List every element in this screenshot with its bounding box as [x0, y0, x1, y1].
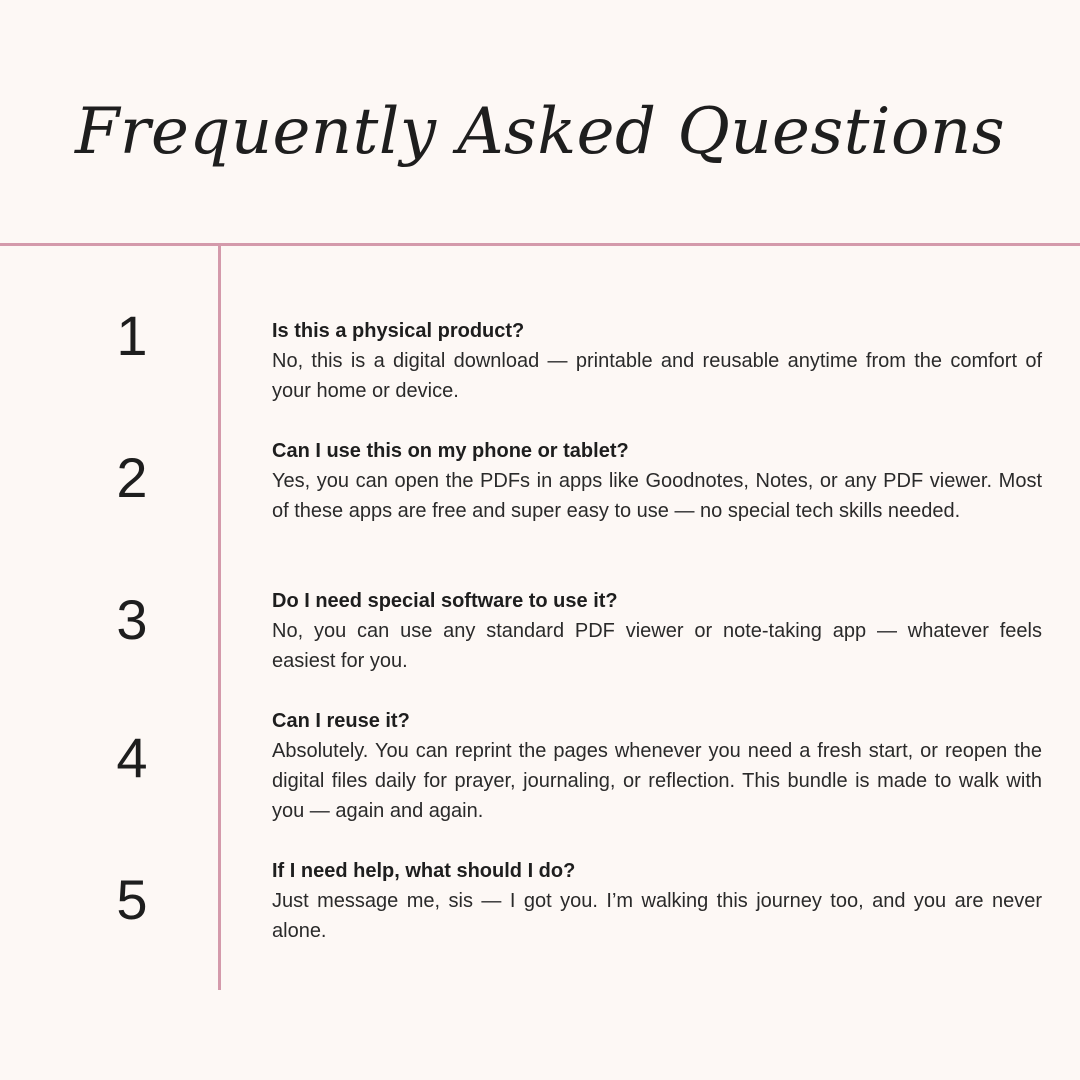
faq-answer-1: No, this is a digital download — printable and reusable anytime from the comfort of your home or device. — [272, 350, 1042, 402]
faq-number-5: 5 — [116, 868, 148, 931]
faq-number-3: 3 — [116, 588, 148, 651]
faq-answer-4: Absolutely. You can reprint the pages whenever you need a fresh start, or reopen the digital files daily for prayer, journaling, or reflection. This bundle is made to walk with you — again and again. — [272, 740, 1042, 822]
faq-question-3: Do I need special software to use it? — [272, 590, 618, 612]
faq-item-2 — [272, 436, 1042, 526]
faq-question-5: If I need help, what should I do? — [272, 860, 576, 882]
faq-item-5 — [272, 856, 1042, 946]
faq-question-2: Can I use this on my phone or tablet? — [272, 440, 629, 462]
faq-number-1: 1 — [116, 304, 148, 367]
page-title: Frequently Asked Questions — [74, 95, 1006, 169]
faq-answer-2: Yes, you can open the PDFs in apps like Goodnotes, Notes, or any PDF viewer. Most of these apps are free and super easy to use — no special tech skills needed. — [272, 470, 1042, 522]
faq-question-1: Is this a physical product? — [272, 320, 525, 342]
faq-item-4 — [272, 706, 1042, 826]
vertical-divider — [218, 246, 221, 990]
faq-number-2: 2 — [116, 446, 148, 509]
horizontal-divider — [0, 243, 1080, 246]
faq-number-4: 4 — [116, 726, 148, 789]
faq-answer-3: No, you can use any standard PDF viewer or note-taking app — whatever feels easiest for you. — [272, 620, 1042, 672]
faq-answer-5: Just message me, sis — I got you. I’m walking this journey too, and you are never alone. — [272, 890, 1042, 942]
faq-item-1 — [272, 316, 1042, 406]
faq-item-3 — [272, 586, 1042, 676]
faq-question-4: Can I reuse it? — [272, 710, 410, 732]
